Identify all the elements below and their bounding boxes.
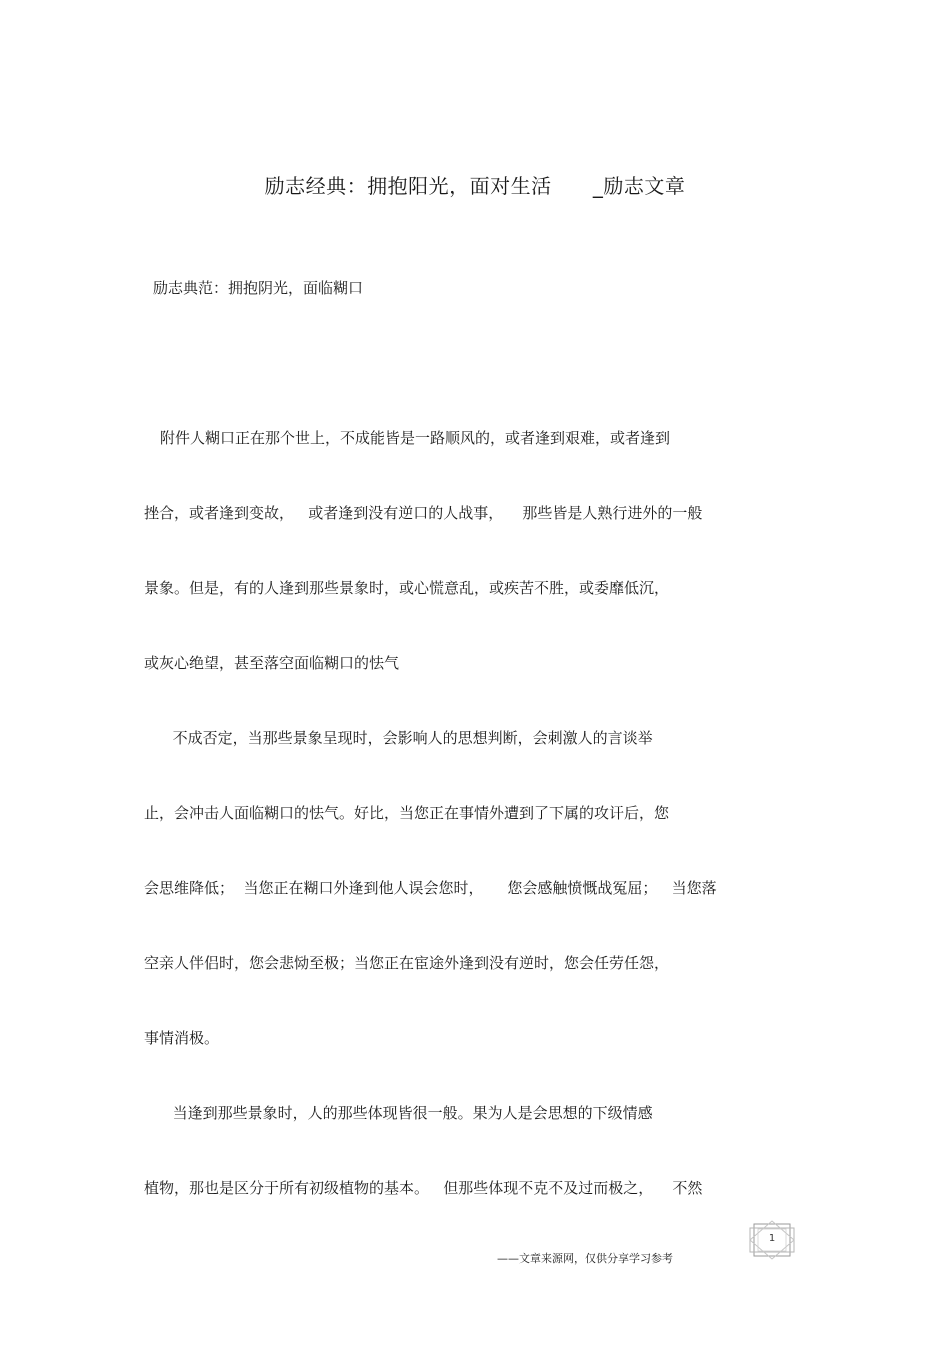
body-line: 事情消极。	[144, 1029, 220, 1047]
body-line: 空亲人伴侣时，您会悲恸至极；当您正在宦途外逢到没有逆时，您会任劳任怨，	[144, 954, 670, 972]
document-title: 励志经典：拥抱阳光，面对生活 _励志文章	[264, 174, 686, 198]
body-line: 不成否定，当那些景象呈现时，会影响人的思想判断，会刺激人的言谈举	[144, 729, 653, 747]
body-line: 止，会冲击人面临糊口的怯气。好比，当您正在事情外遭到了下属的攻讦后，您	[144, 804, 670, 822]
body-line: 附件人糊口正在那个世上，不成能皆是一路顺风的，或者逢到艰难，或者逢到	[160, 429, 671, 447]
page-number-badge	[748, 1220, 796, 1260]
body-line: 植物，那也是区分于所有初级植物的基本。 但那些体现不克不及过而极之， 不然	[144, 1179, 703, 1197]
footer-source-note: ——文章来源网，仅供分享学习参考	[497, 1252, 673, 1265]
document-subtitle: 励志典范：拥抱阴光，面临糊口	[153, 279, 364, 297]
page-number: 1	[768, 1233, 776, 1244]
body-line: 当逢到那些景象时，人的那些体现皆很一般。果为人是会思想的下级情感	[144, 1104, 653, 1122]
body-line: 会思维降低； 当您正在糊口外逢到他人误会您时， 您会感触愤慨战冤屈； 当您落	[144, 879, 717, 897]
body-line: 景象。但是，有的人逢到那些景象时，或心慌意乱，或疾苦不胜，或委靡低沉，	[144, 579, 670, 597]
body-line: 挫合，或者逢到变故， 或者逢到没有逆口的人战事， 那些皆是人熟行进外的一般	[144, 504, 703, 522]
body-line: 或灰心绝望，甚至落空面临糊口的怯气	[144, 654, 400, 672]
